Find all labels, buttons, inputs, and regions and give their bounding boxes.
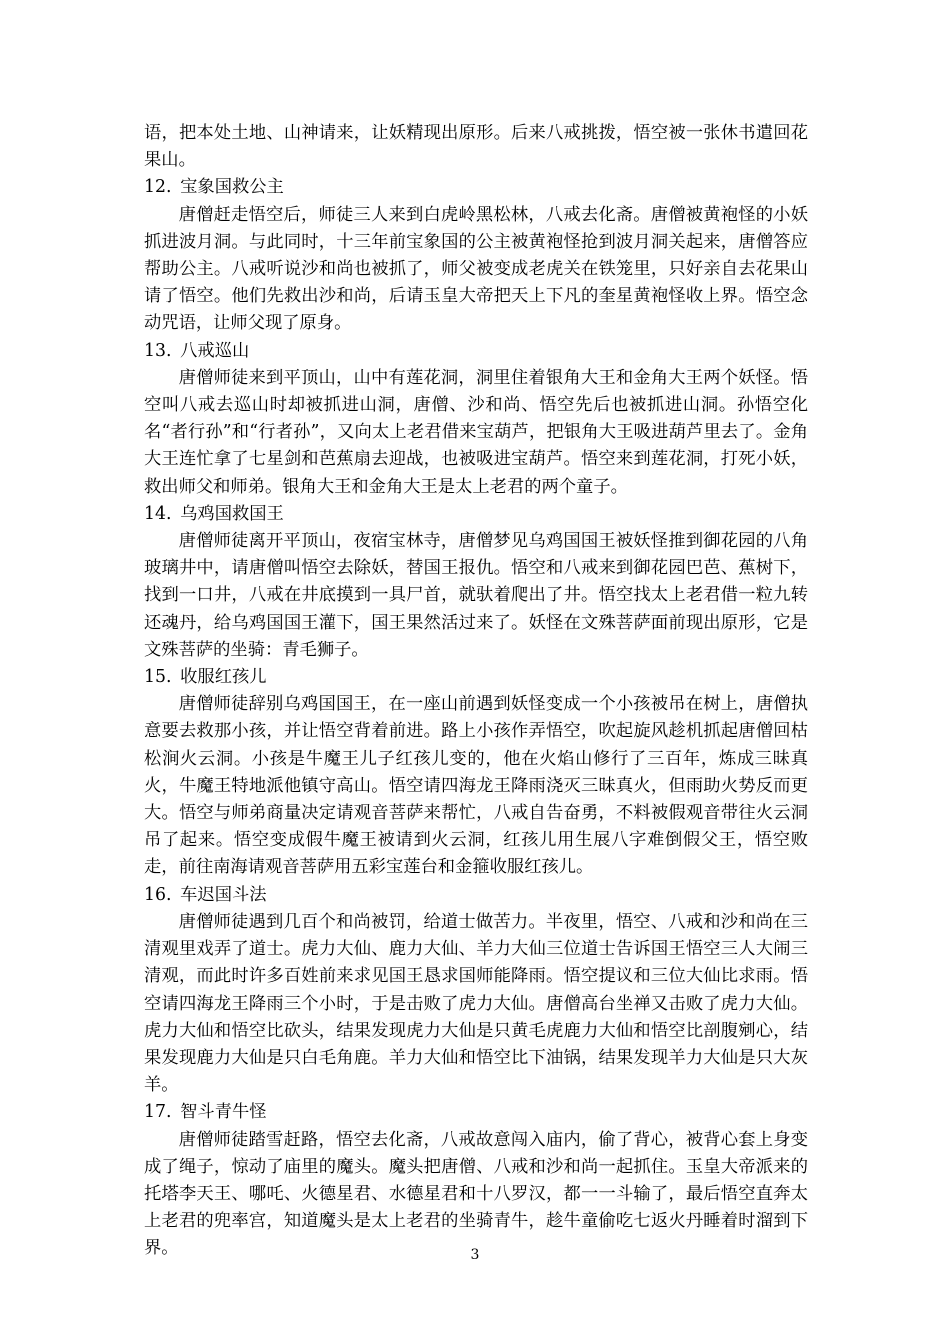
section-title: 乌鸡国救国王 — [180, 503, 284, 524]
section-heading-16 — [144, 882, 808, 909]
section-heading-15 — [144, 664, 808, 691]
section-body-14: 唐僧师徒离开平顶山，夜宿宝林寺，唐僧梦见乌鸡国国王被妖怪推到御花园的八角玻璃井中，请唐僧叫悟空去除妖，替国王报仇。悟空和八戒来到御花园巴芭、蕉树下，找到一口井，八戒在井底摸到一具尸首，就驮着爬出了井。悟空找太上老君借一粒九转还魂丹，给乌鸡国国王灌下，国王果然活过来了。妖怪在文殊菩萨面前现出原形，它是文殊菩萨的坐骑：青毛狮子。 — [144, 531, 808, 660]
section-title: 车迟国斗法 — [180, 884, 267, 905]
section-title: 智斗青牛怪 — [180, 1102, 267, 1123]
section-number: 17. — [144, 1102, 172, 1123]
page-number: 3 — [470, 1247, 480, 1263]
section-title: 宝象国救公主 — [180, 177, 284, 198]
section-heading-12 — [144, 174, 808, 201]
page-content — [144, 120, 808, 1263]
section-title: 收服红孩儿 — [180, 667, 267, 688]
section-body-15: 唐僧师徒辞别乌鸡国国王，在一座山前遇到妖怪变成一个小孩被吊在树上，唐僧执意要去救那小孩，并让悟空背着前进。路上小孩作弄悟空，吹起旋风趁机抓起唐僧回枯松涧火云洞。小孩是牛魔王儿子红孩儿变的，他在火焰山修行了三百年，炼成三昧真火，牛魔王特地派他镇守高山。悟空请四海龙王降雨浇灭三昧真火，但雨助火势反而更大。悟空与师弟商量决定请观音菩萨来帮忙，八戒自告奋勇，不料被假观音带往火云洞吊了起来。悟空变成假牛魔王被请到火云洞，红孩儿用生展八字难倒假父王，悟空败走，前往南海请观音菩萨用五彩宝莲台和金箍收服红孩儿。 — [144, 694, 808, 878]
section-body-16: 唐僧师徒遇到几百个和尚被罚，给道士做苦力。半夜里，悟空、八戒和沙和尚在三清观里戏弄了道士。虎力大仙、鹿力大仙、羊力大仙三位道士告诉国王悟空三人大闹三清观，而此时许多百姓前来求见国王恳求国师能降雨。悟空提议和三位大仙比求雨。悟空请四海龙王降雨三个小时，于是击败了虎力大仙。唐僧高台坐禅又击败了虎力大仙。虎力大仙和悟空比砍头，结果发现虎力大仙是只黄毛虎鹿力大仙和悟空比剖腹剜心，结果发现鹿力大仙是只白毛角鹿。羊力大仙和悟空比下油锅，结果发现羊力大仙是只大灰羊。 — [144, 911, 808, 1096]
section-body-12: 唐僧赶走悟空后，师徒三人来到白虎岭黑松林，八戒去化斋。唐僧被黄袍怪的小妖抓进波月洞。与此同时，十三年前宝象国的公主被黄袍怪抢到波月洞关起来，唐僧答应帮助公主。八戒听说沙和尚也被抓了，师父被变成老虎关在铁笼里，只好亲自去花果山请了悟空。他们先救出沙和尚，后请玉皇大帝把天上下凡的奎星黄袍怪收上界。悟空念动咒语，让师父现了原身。 — [144, 204, 808, 334]
section-heading-17 — [144, 1099, 808, 1126]
section-number: 13. — [144, 340, 172, 361]
section-title: 八戒巡山 — [180, 340, 250, 361]
section-number: 14. — [144, 503, 172, 524]
section-heading-14 — [144, 501, 808, 528]
intro-continuation-paragraph: 语，把本处土地、山神请来，让妖精现出原形。后来八戒挑拨，悟空被一张休书遣回花果山。 — [144, 123, 808, 171]
section-body-17: 唐僧师徒踏雪赶路，悟空去化斋，八戒故意闯入庙内，偷了背心，被背心套上身变成了绳子，惊动了庙里的魔头。魔头把唐僧、八戒和沙和尚一起抓住。玉皇大帝派来的托塔李天王、哪吒、火德星君、水德星君和十八罗汉，都一一斗输了，最后悟空直奔太上老君的兜率宫，知道魔头是太上老君的坐骑青牛，趁牛童偷吃七返火丹睡着时溜到下界。 — [144, 1129, 808, 1259]
section-number: 12. — [144, 177, 172, 198]
section-body-13: 唐僧师徒来到平顶山，山中有莲花洞，洞里住着银角大王和金角大王两个妖怪。悟空叫八戒去巡山时却被抓进山洞，唐僧、沙和尚、悟空先后也被抓进山洞。孙悟空化名“者行孙”和“行者孙”，又向太上老君借来宝葫芦，把银角大王吸进葫芦里去了。金角大王连忙拿了七星剑和芭蕉扇去迎战，也被吸进宝葫芦。悟空来到莲花洞，打死小妖，救出师父和师弟。银角大王和金角大王是太上老君的两个童子。 — [144, 367, 808, 497]
section-number: 16. — [144, 884, 172, 905]
section-heading-13 — [144, 338, 808, 365]
section-number: 15. — [144, 667, 172, 688]
